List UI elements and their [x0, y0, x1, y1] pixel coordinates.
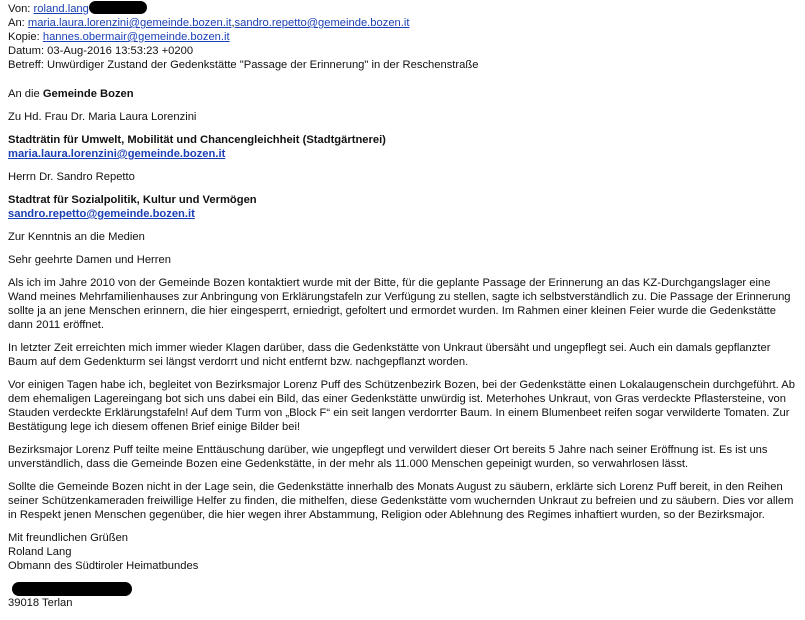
- paragraph: Bezirksmajor Lorenz Puff teilte meine Enttäuschung darüber, wie ungepflegt und verwildert dieser Ort bereits 5 Jahre nach seiner Eröffnung ist. Es ist uns unverständlich, dass die Gemeinde Bozen eine Gedenkstätte, in der mehr als 11.000 Menschen gepeinigt wurden, so verwahrlosen lässt.: [8, 444, 768, 470]
- postal-line: 39018 Terlan: [8, 597, 73, 609]
- recipient2-email-link[interactable]: sandro.repetto@gemeinde.bozen.it: [8, 208, 195, 220]
- paragraph: Sollte die Gemeinde Bozen nicht in der Lage sein, die Gedenkstätte innerhalb des Monats August zu säubern, erklärte sich Lorenz Puff bereit, in den Reihen seiner Schützenkameraden freiwillige Helfer zu finden, die mithelfen, diese Gedenkstätte vom wuchernden Unkraut zu befreien und zu säubern. Dies vor allem in Respekt jenen Menschen gegenüber, die hier wegen ihrer Abstammung, Religion oder Ablehnung des Regimes inhaftiert wurden, so der Bezirksmajor.: [8, 481, 794, 521]
- addressee-name: Gemeinde Bozen: [42, 88, 134, 100]
- salutation: Sehr geehrte Damen und Herren: [8, 254, 171, 266]
- to-link-2[interactable]: sandro.repetto@gemeinde.bozen.it: [234, 17, 410, 29]
- paragraph: Als ich im Jahre 2010 von der Gemeinde Bozen kontaktiert wurde mit der Bitte, für die geplante Passage der Erinnerung an das KZ-Durchgangslager eine Wand meines Mehrfamilienhauses zur Anbringung von Erklärungstafeln zur Verfügung zu stellen, sagte ich selbstverständlich zu. Die Passage der Erinnerung sollte ja an jene Menschen erinnern, die hier eingesperrt, erniedrigt, gefoltert und ermordet wurden. Im Rahmen einer kleinen Feier wurde die Gedenkstätte dann 2011 eröffnet.: [8, 277, 791, 331]
- closing: Mit freundlichen Grüßen: [8, 532, 129, 544]
- cc-link[interactable]: hannes.obermair@gemeinde.bozen.it: [42, 31, 230, 43]
- header-to: [8, 16, 797, 30]
- paragraph: Vor einigen Tagen habe ich, begleitet von Bezirksmajor Lorenz Puff des Schützenbezirk Bozen, bei der Gedenkstätte einen Lokalaugenschein durchgeführt. Ab dem ehemaligen Lagereingang bot sich uns dabei ein Bild, das einer Gedenkstätte unwürdig ist. Meterhohes Unkraut, von Gras verdeckte Pflastersteine, von Stauden verdeckte Erklärungstafeln! Auf dem Turm von „Block F“ ein seit langen verdorrter Baum. In einem Blumenbeet reifen sogar verwilderte Tomaten. Zur Bestätigung lege ich diesem offenen Brief einige Bilder bei!: [8, 379, 795, 433]
- date-value: 03-Aug-2016 13:53:23 +0200: [47, 45, 194, 57]
- cc-label: Kopie:: [8, 31, 40, 43]
- from-link[interactable]: roland.lang: [33, 3, 89, 15]
- subject-label: Betreff:: [8, 59, 44, 71]
- addressee-prefix: An die: [8, 88, 43, 100]
- date-label: Datum:: [8, 45, 45, 57]
- header-cc: [8, 30, 797, 44]
- to-separator: ,: [231, 17, 235, 29]
- paragraph: In letzter Zeit erreichten mich immer wieder Klagen darüber, dass die Gedenkstätte von Unkraut übersäht und ungepflegt sei. Auch ein damals gepflanzter Baum auf dem Gedenkturm sei längst verdorrt und nicht entfernt bzw. nachgepflanzt worden.: [8, 342, 771, 368]
- header-from: [8, 1, 797, 16]
- recipient2-title: Stadtrat für Sozialpolitik, Kultur und Vermögen: [8, 194, 257, 206]
- recipient-2: [8, 193, 797, 221]
- from-label: Von:: [8, 3, 31, 15]
- to-label: An:: [8, 17, 25, 29]
- recipient2-name: Herrn Dr. Sandro Repetto: [8, 171, 135, 183]
- recipient-1: [8, 133, 797, 161]
- recipient1-email-link[interactable]: maria.laura.lorenzini@gemeinde.bozen.it: [8, 148, 226, 160]
- signer-name: Roland Lang: [8, 546, 72, 558]
- header-date: [8, 44, 797, 58]
- signature: [8, 531, 797, 610]
- subject-value: Unwürdiger Zustand der Gedenkstätte "Passage der Erinnerung" in der Reschenstraße: [46, 59, 479, 71]
- to-link-1[interactable]: maria.laura.lorenzini@gemeinde.bozen.it: [27, 17, 232, 29]
- signer-title: Obmann des Südtiroler Heimatbundes: [8, 560, 199, 572]
- attn-line: Zu Hd. Frau Dr. Maria Laura Lorenzini: [8, 111, 197, 123]
- redaction-from: [89, 1, 147, 14]
- media-note: Zur Kenntnis an die Medien: [8, 231, 145, 243]
- recipient1-title: Stadträtin für Umwelt, Mobilität und Chancengleichheit (Stadtgärtnerei): [8, 134, 386, 146]
- header-subject: [8, 58, 797, 72]
- addressee: [8, 87, 797, 101]
- redaction-address: [12, 582, 132, 596]
